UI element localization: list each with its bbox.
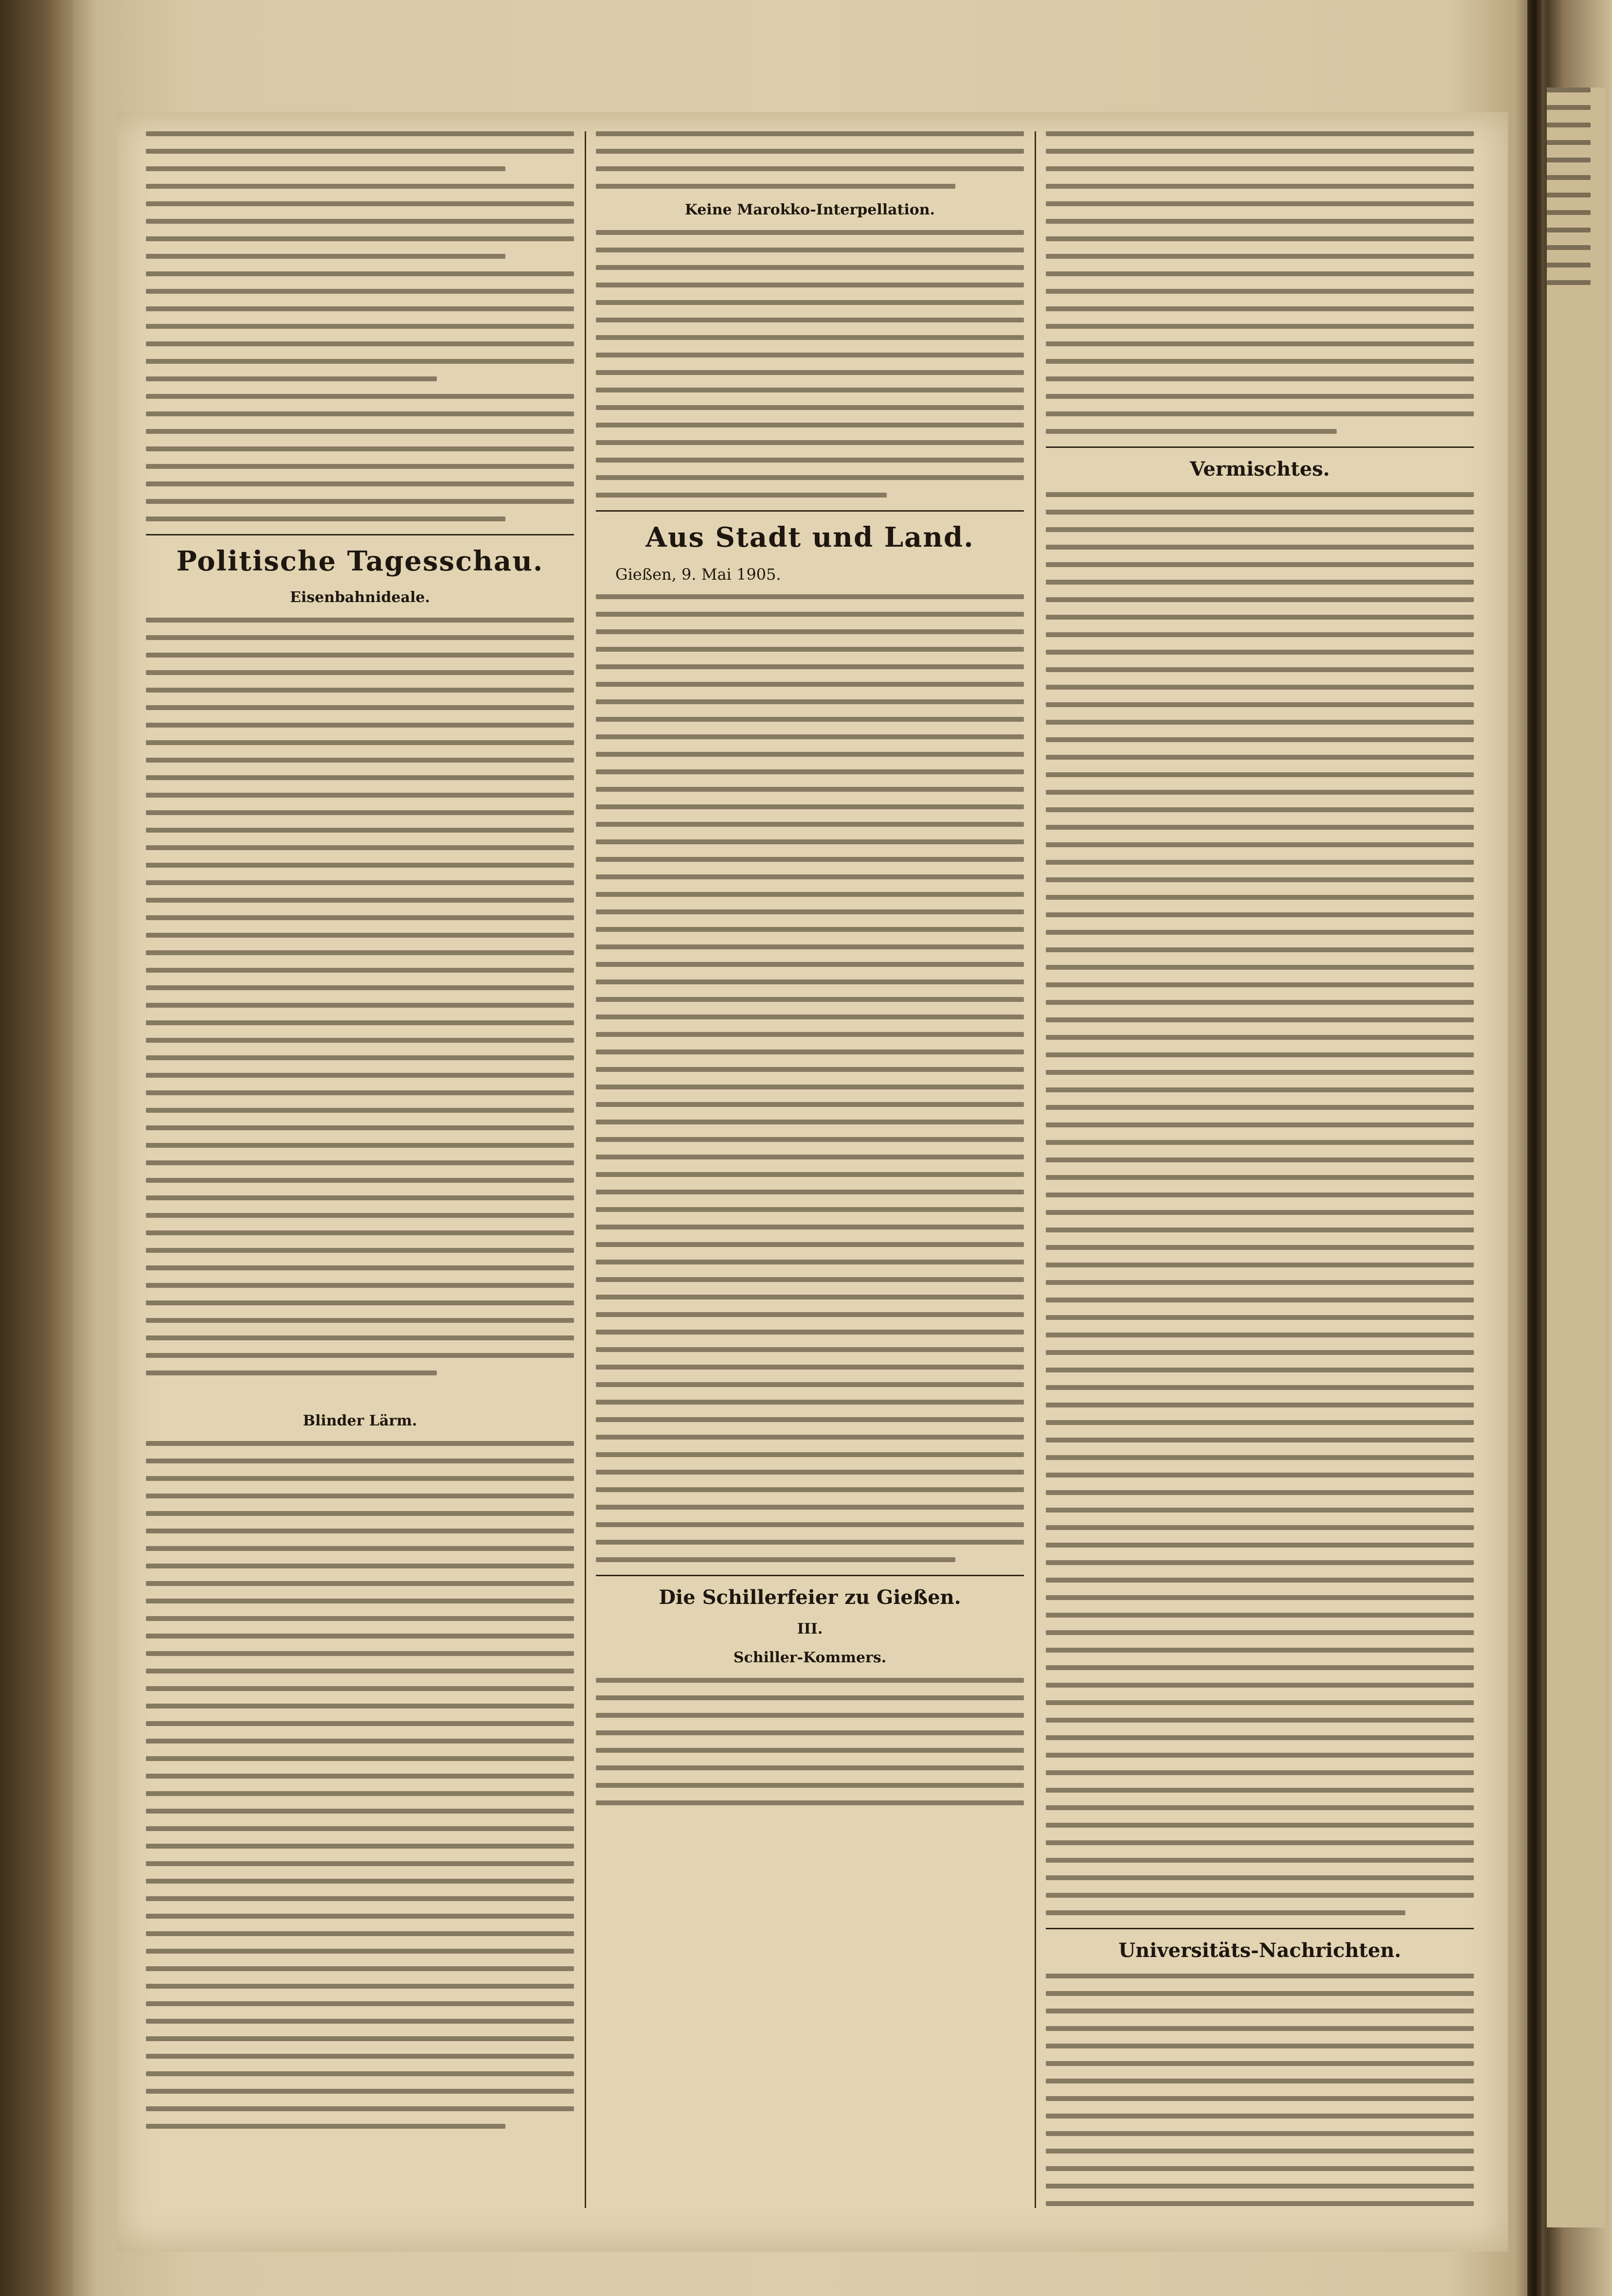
text-block	[146, 1441, 574, 2129]
section-divider	[596, 510, 1024, 512]
subsection-heading: Schiller-Kommers.	[733, 1649, 887, 1666]
section-heading: Vermischtes.	[1190, 458, 1330, 481]
text-block	[1046, 1974, 1474, 2208]
text-block	[1046, 492, 1474, 1915]
section-divider	[596, 1575, 1024, 1576]
text-block	[146, 131, 574, 521]
text-block	[596, 1678, 1024, 1805]
part-number: III.	[797, 1620, 823, 1637]
column-right	[1046, 131, 1474, 2208]
book-spine	[1527, 0, 1542, 2296]
text-block	[146, 618, 574, 1375]
subsection-heading: Eisenbahnideale.	[290, 589, 430, 606]
text-block	[596, 230, 1024, 498]
text-block	[596, 131, 1024, 189]
book-binding	[0, 0, 73, 2296]
text-block	[1046, 131, 1474, 434]
text-block	[596, 594, 1024, 1562]
subsection-heading: Blinder Lärm.	[303, 1412, 417, 1429]
section-divider	[1046, 1928, 1474, 1929]
next-page-edge	[1547, 88, 1605, 2227]
column-middle	[596, 131, 1024, 2208]
column-rule	[1035, 131, 1036, 2208]
newspaper-page	[117, 112, 1508, 2252]
subsection-heading: Keine Marokko-Interpellation.	[684, 201, 935, 218]
section-divider	[146, 534, 574, 535]
section-heading: Politische Tagesschau.	[176, 545, 544, 577]
column-left	[146, 131, 574, 2208]
section-heading: Universitäts-Nachrichten.	[1118, 1939, 1401, 1962]
section-heading: Die Schillerfeier zu Gießen.	[659, 1586, 961, 1609]
dateline: Gießen, 9. Mai 1905.	[615, 565, 781, 584]
section-divider	[1046, 446, 1474, 448]
section-heading: Aus Stadt und Land.	[645, 521, 974, 553]
column-rule	[585, 131, 586, 2208]
